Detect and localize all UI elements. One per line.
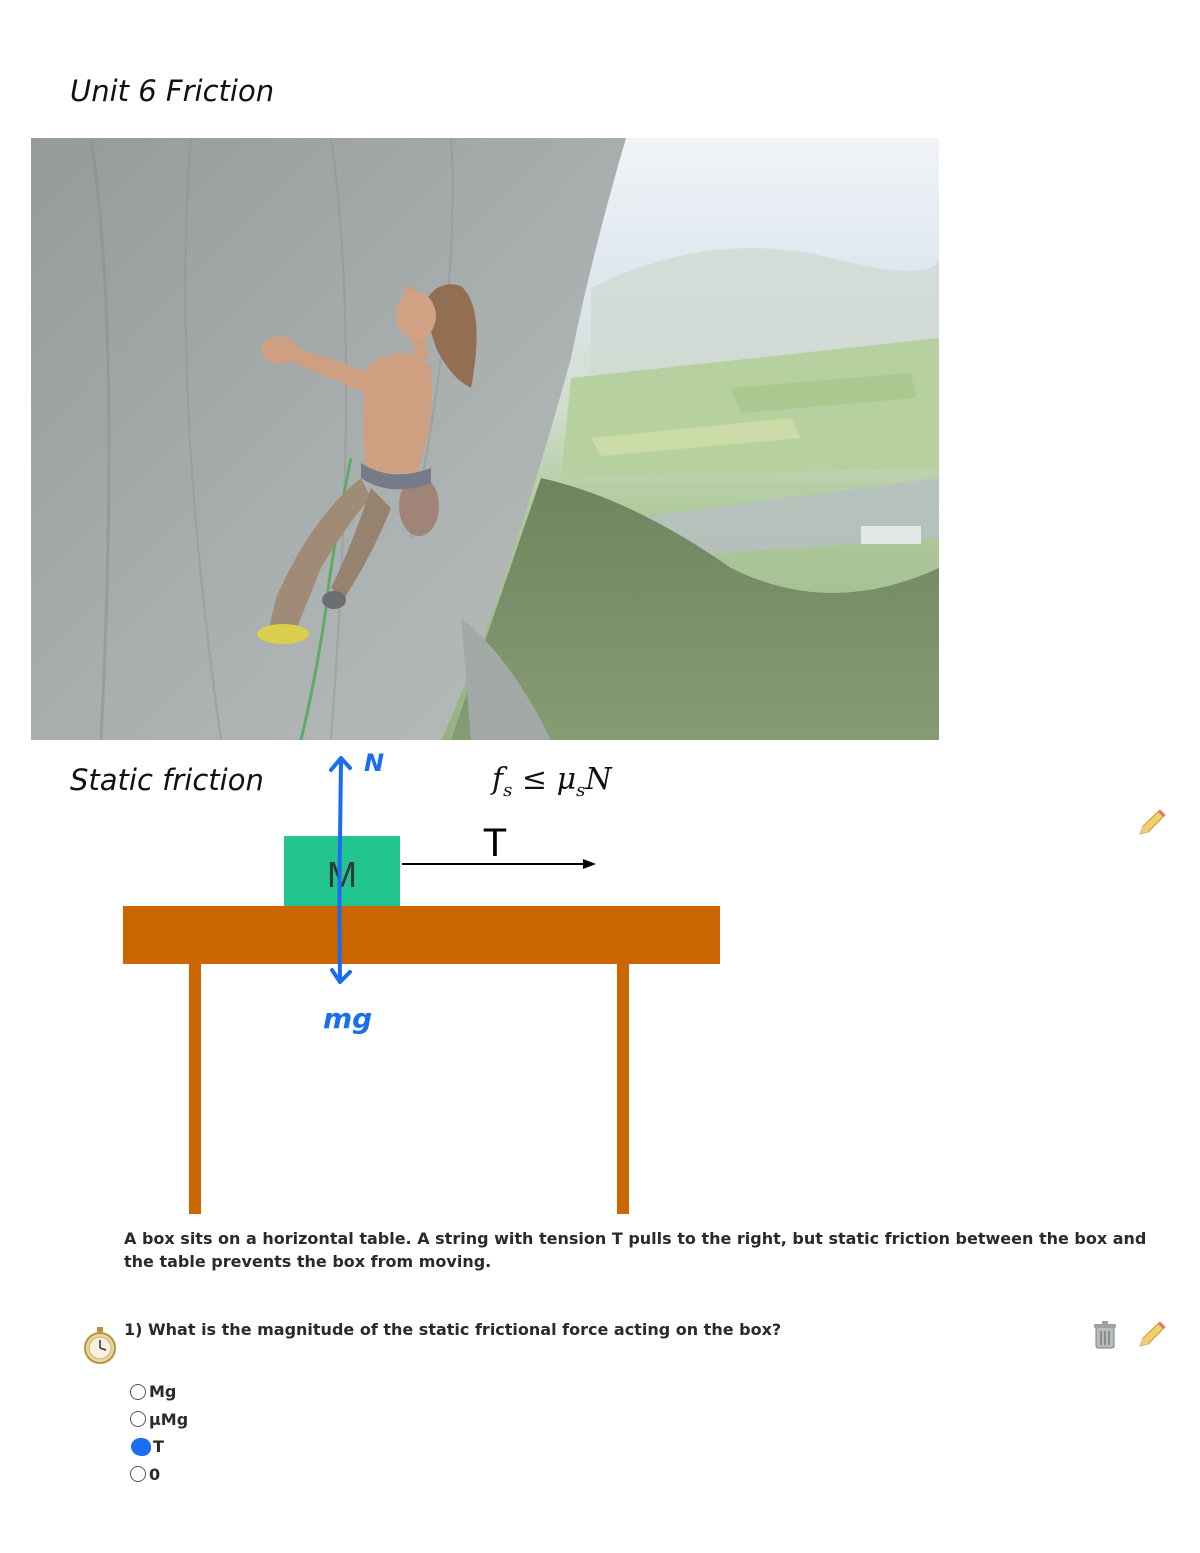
option-label: μMg — [149, 1409, 189, 1429]
formula-normal-force: N — [585, 762, 612, 797]
option-label: 0 — [149, 1464, 161, 1484]
friction-diagram — [0, 730, 900, 1230]
option-mg[interactable] — [130, 1378, 188, 1406]
question-text: 1) What is the magnitude of the static frictional force acting on the box? — [124, 1320, 782, 1339]
formula-relation: ≤ — [521, 762, 548, 797]
radio-button[interactable] — [130, 1411, 146, 1427]
weight-label: mg — [323, 1002, 373, 1035]
problem-statement: A box sits on a horizontal table. A string with tension T pulls to the right, but static friction between the box and the table prevents the box from moving. — [124, 1229, 1147, 1271]
table-leg-right — [617, 964, 629, 1214]
tension-arrowhead — [583, 859, 596, 869]
section-title: Static friction — [70, 763, 264, 797]
normal-force-arrow — [340, 760, 342, 980]
box-label: M — [327, 854, 357, 895]
normal-force-label: N — [364, 749, 385, 777]
radio-button[interactable] — [130, 1466, 146, 1482]
tension-label: T — [482, 821, 508, 865]
option-mu-mg[interactable] — [130, 1406, 188, 1434]
table-leg-left — [189, 964, 201, 1214]
option-label: T — [153, 1437, 164, 1457]
radio-button[interactable] — [130, 1384, 146, 1400]
stopwatch-icon — [82, 1326, 118, 1364]
formula-lhs-subscript: s — [503, 780, 513, 801]
table-top — [123, 906, 720, 964]
option-zero[interactable] — [130, 1461, 188, 1489]
edit-pencil-icon[interactable] — [1134, 806, 1168, 840]
formula-coefficient: μ — [556, 762, 577, 797]
page-title: Unit 6 Friction — [70, 74, 275, 108]
edit-question-pencil-icon[interactable] — [1134, 1318, 1168, 1352]
answer-options — [130, 1378, 188, 1488]
climber-photo — [31, 138, 939, 740]
radio-button-selected[interactable] — [131, 1438, 151, 1456]
option-t[interactable] — [130, 1433, 188, 1461]
formula-rhs-subscript: s — [576, 780, 586, 801]
option-label: Mg — [149, 1382, 177, 1402]
trash-icon[interactable] — [1092, 1320, 1118, 1350]
formula-lhs: f — [492, 762, 504, 797]
